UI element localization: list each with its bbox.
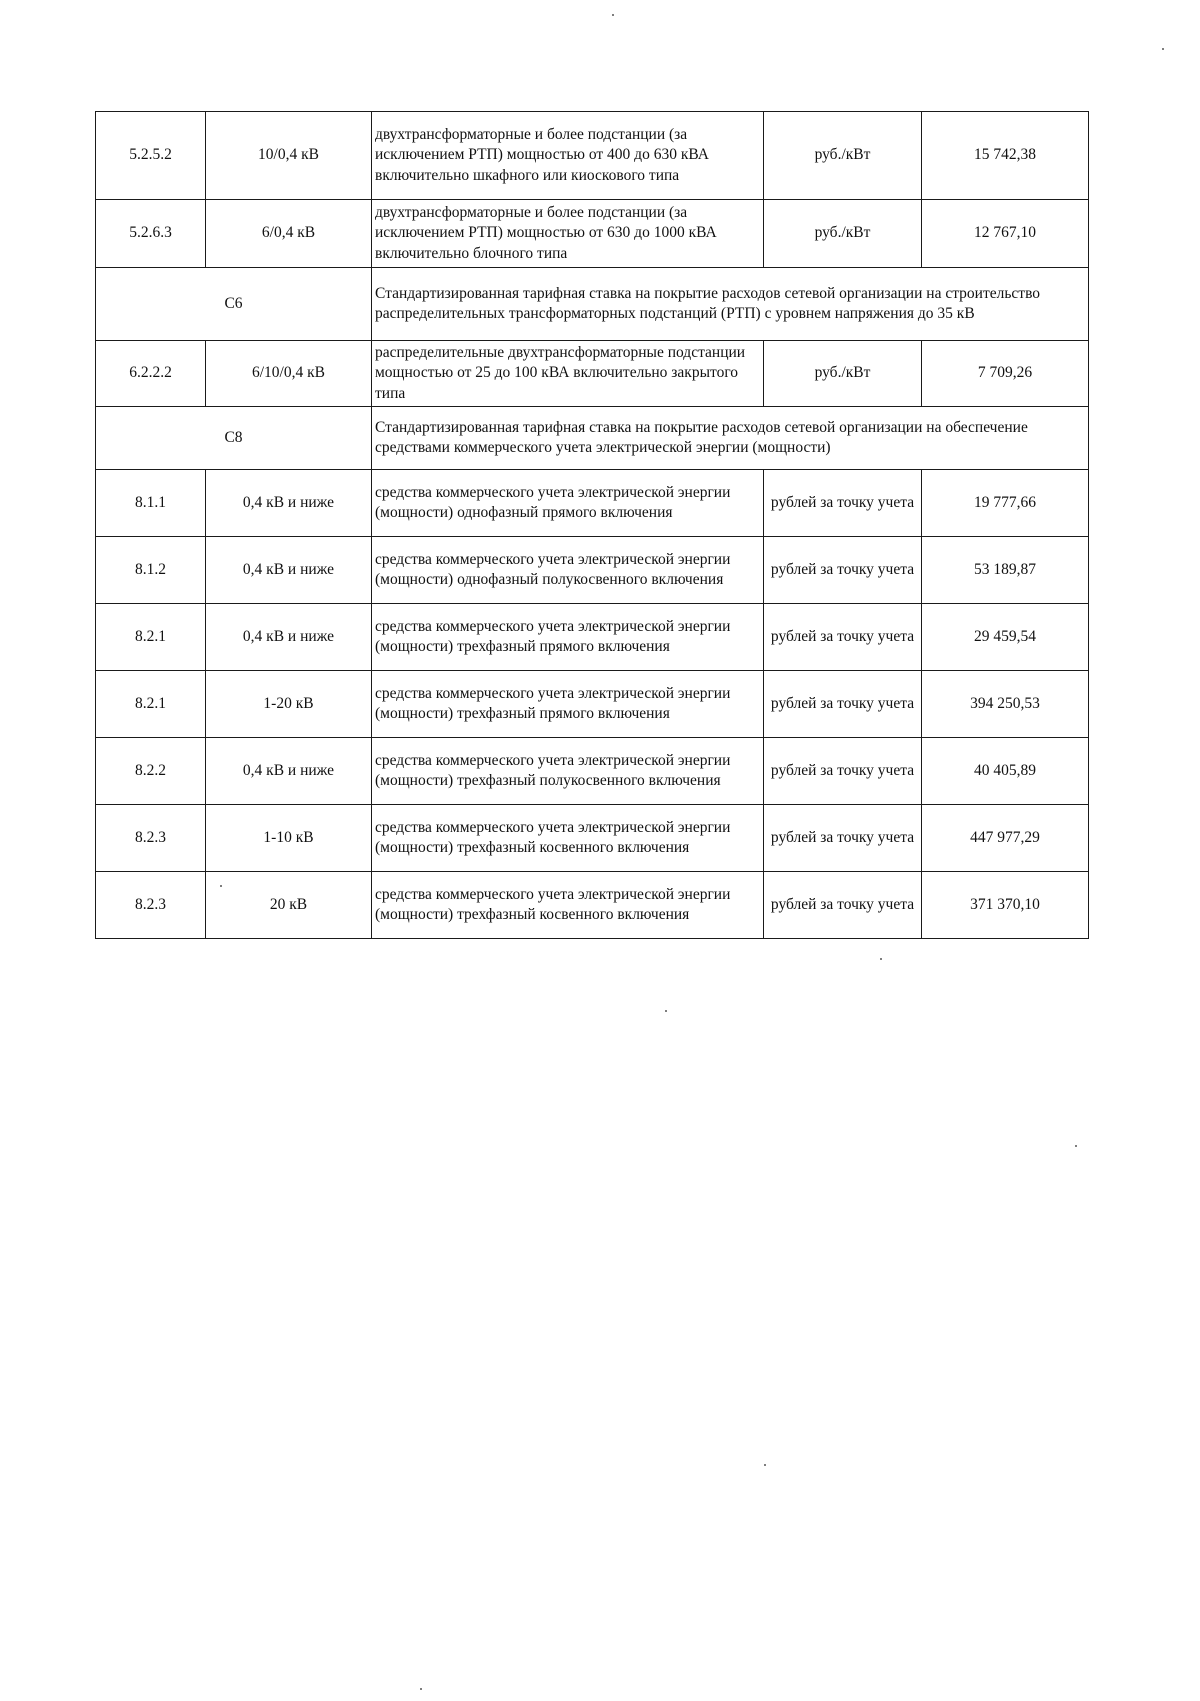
row-code: 8.2.1 (96, 604, 206, 671)
scan-speck (1075, 1145, 1077, 1147)
table-row (96, 112, 1089, 200)
row-value: 53 189,87 (922, 537, 1089, 604)
row-voltage: 1-10 кВ (206, 805, 372, 872)
group-row (96, 407, 1089, 470)
row-description: средства коммерческого учета электрической энергии (мощности) трехфазный косвенного включения (372, 805, 764, 872)
row-voltage: 20 кВ (206, 872, 372, 939)
scan-speck (220, 885, 222, 887)
row-description: средства коммерческого учета электрической энергии (мощности) трехфазный полукосвенного включения (372, 738, 764, 805)
row-unit: рублей за точку учета (764, 671, 922, 738)
table-row (96, 738, 1089, 805)
table-row (96, 604, 1089, 671)
row-description: средства коммерческого учета электрической энергии (мощности) однофазный прямого включения (372, 470, 764, 537)
row-code: 8.1.1 (96, 470, 206, 537)
row-code: 8.2.3 (96, 805, 206, 872)
row-unit: рублей за точку учета (764, 872, 922, 939)
row-value: 447 977,29 (922, 805, 1089, 872)
table-row (96, 671, 1089, 738)
row-voltage: 6/0,4 кВ (206, 200, 372, 268)
table-row (96, 200, 1089, 268)
scan-speck (612, 14, 614, 16)
scan-speck (764, 1464, 766, 1466)
row-value: 371 370,10 (922, 872, 1089, 939)
row-code: 5.2.6.3 (96, 200, 206, 268)
row-code: 6.2.2.2 (96, 341, 206, 407)
row-description: средства коммерческого учета электрической энергии (мощности) однофазный полукосвенного включения (372, 537, 764, 604)
row-unit: рублей за точку учета (764, 470, 922, 537)
row-unit: рублей за точку учета (764, 738, 922, 805)
row-unit: руб./кВт (764, 200, 922, 268)
row-value: 15 742,38 (922, 112, 1089, 200)
row-voltage: 6/10/0,4 кВ (206, 341, 372, 407)
row-voltage: 0,4 кВ и ниже (206, 537, 372, 604)
row-value: 29 459,54 (922, 604, 1089, 671)
table-row (96, 470, 1089, 537)
row-unit: рублей за точку учета (764, 604, 922, 671)
row-unit: руб./кВт (764, 112, 922, 200)
row-value: 7 709,26 (922, 341, 1089, 407)
row-code: 8.2.3 (96, 872, 206, 939)
row-unit: рублей за точку учета (764, 537, 922, 604)
row-code: 8.2.1 (96, 671, 206, 738)
row-value: 12 767,10 (922, 200, 1089, 268)
group-code: С6 (96, 268, 372, 341)
row-description: средства коммерческого учета электрической энергии (мощности) трехфазный косвенного включения (372, 872, 764, 939)
row-voltage: 0,4 кВ и ниже (206, 738, 372, 805)
table-row (96, 341, 1089, 407)
row-voltage: 0,4 кВ и ниже (206, 604, 372, 671)
group-row (96, 268, 1089, 341)
row-description: двухтрансформаторные и более подстанции (за исключением РТП) мощностью от 400 до 630 кВА включительно шкафного или киоскового типа (372, 112, 764, 200)
scan-speck (1162, 48, 1164, 50)
row-unit: рублей за точку учета (764, 805, 922, 872)
row-voltage: 0,4 кВ и ниже (206, 470, 372, 537)
row-value: 40 405,89 (922, 738, 1089, 805)
group-code: С8 (96, 407, 372, 470)
table-row (96, 537, 1089, 604)
group-description: Стандартизированная тарифная ставка на покрытие расходов сетевой организации на обеспечение средствами коммерческого учета электрической энергии (мощности) (372, 407, 1089, 470)
scan-speck (420, 1688, 422, 1690)
row-description: двухтрансформаторные и более подстанции (за исключением РТП) мощностью от 630 до 1000 кВА включительно блочного типа (372, 200, 764, 268)
group-description: Стандартизированная тарифная ставка на покрытие расходов сетевой организации на строительство распределительных трансформаторных подстанций (РТП) с уровнем напряжения до 35 кВ (372, 268, 1089, 341)
row-unit: руб./кВт (764, 341, 922, 407)
row-description: средства коммерческого учета электрической энергии (мощности) трехфазный прямого включения (372, 671, 764, 738)
table-row (96, 805, 1089, 872)
row-voltage: 10/0,4 кВ (206, 112, 372, 200)
row-code: 8.1.2 (96, 537, 206, 604)
table-row (96, 872, 1089, 939)
row-code: 8.2.2 (96, 738, 206, 805)
row-voltage: 1-20 кВ (206, 671, 372, 738)
row-value: 394 250,53 (922, 671, 1089, 738)
row-description: средства коммерческого учета электрической энергии (мощности) трехфазный прямого включения (372, 604, 764, 671)
scan-speck (665, 1010, 667, 1012)
row-code: 5.2.5.2 (96, 112, 206, 200)
row-description: распределительные двухтрансформаторные подстанции мощностью от 25 до 100 кВА включительно закрытого типа (372, 341, 764, 407)
tariff-table (95, 111, 1089, 939)
row-value: 19 777,66 (922, 470, 1089, 537)
scan-speck (880, 958, 882, 960)
